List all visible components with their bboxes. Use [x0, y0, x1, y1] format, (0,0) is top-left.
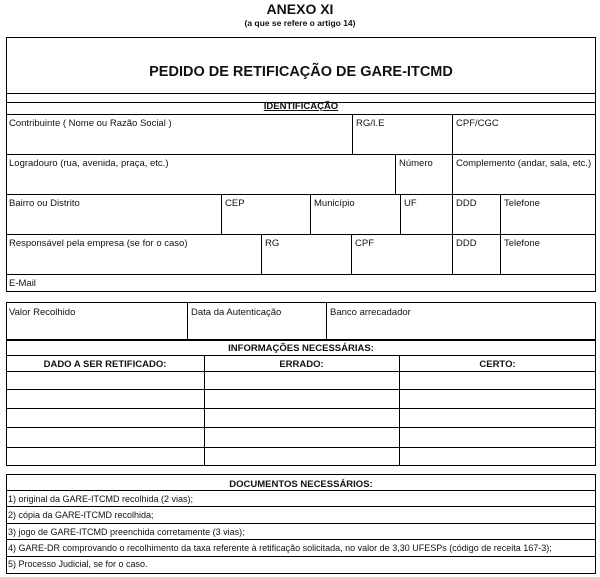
cep-label: CEP — [225, 198, 245, 209]
document-item: 3) jogo de GARE-ITCMD preenchida corretamente (3 vias); — [8, 527, 245, 537]
annex-title: ANEXO XI — [266, 1, 334, 17]
identification-heading: IDENTIFICAÇÃO — [263, 101, 339, 112]
annex-subtitle: (a que se refere o artigo 14) — [244, 18, 356, 28]
form-title: PEDIDO DE RETIFICAÇÃO DE GARE-ITCMD — [149, 64, 453, 80]
cpf-label: CPF — [355, 238, 374, 249]
complemento-label: Complemento (andar, sala, etc.) — [456, 158, 592, 169]
contribuinte-label: Contribuinte ( Nome ou Razão Social ) — [9, 118, 172, 129]
data-autenticacao-label: Data da Autenticação — [191, 307, 282, 318]
document-item: 2) cópia da GARE-ITCMD recolhida; — [8, 510, 154, 520]
document-item: 1) original da GARE-ITCMD recolhida (2 vias); — [8, 494, 194, 504]
info-heading: INFORMAÇÕES NECESSÁRIAS: — [228, 343, 374, 354]
responsavel-label: Responsável pela empresa (se for o caso) — [9, 238, 188, 249]
uf-label: UF — [404, 198, 417, 209]
payment-box — [6, 302, 596, 340]
info-col-errado: ERRADO: — [279, 359, 324, 370]
bairro-label: Bairro ou Distrito — [9, 198, 80, 209]
municipio-label: Município — [314, 198, 355, 209]
document-item: 4) GARE-DR comprovando o recolhimento da taxa referente à retificação solicitada, no valor de 3,30 UFESPs (código de receita 167-3); — [8, 543, 552, 553]
ddd-label-2: DDD — [456, 238, 477, 249]
telefone-label-2: Telefone — [504, 238, 540, 249]
rg-label: RG — [265, 238, 280, 249]
info-col-dado: DADO A SER RETIFICADO: — [43, 359, 167, 370]
email-label: E-Mail — [9, 278, 36, 289]
cpf-cgc-label: CPF/CGC — [456, 118, 499, 129]
documents-heading: DOCUMENTOS NECESSÁRIOS: — [229, 479, 373, 490]
document-item: 5) Processo Judicial, se for o caso. — [8, 559, 148, 569]
telefone-label-1: Telefone — [504, 198, 540, 209]
rg-ie-label: RG/I.E — [356, 118, 385, 129]
valor-recolhido-label: Valor Recolhido — [9, 307, 76, 318]
numero-label: Número — [399, 158, 433, 169]
ddd-label-1: DDD — [456, 198, 477, 209]
info-col-certo: CERTO: — [479, 359, 516, 370]
logradouro-label: Logradouro (rua, avenida, praça, etc.) — [9, 158, 169, 169]
banco-arrecadador-label: Banco arrecadador — [330, 307, 411, 318]
